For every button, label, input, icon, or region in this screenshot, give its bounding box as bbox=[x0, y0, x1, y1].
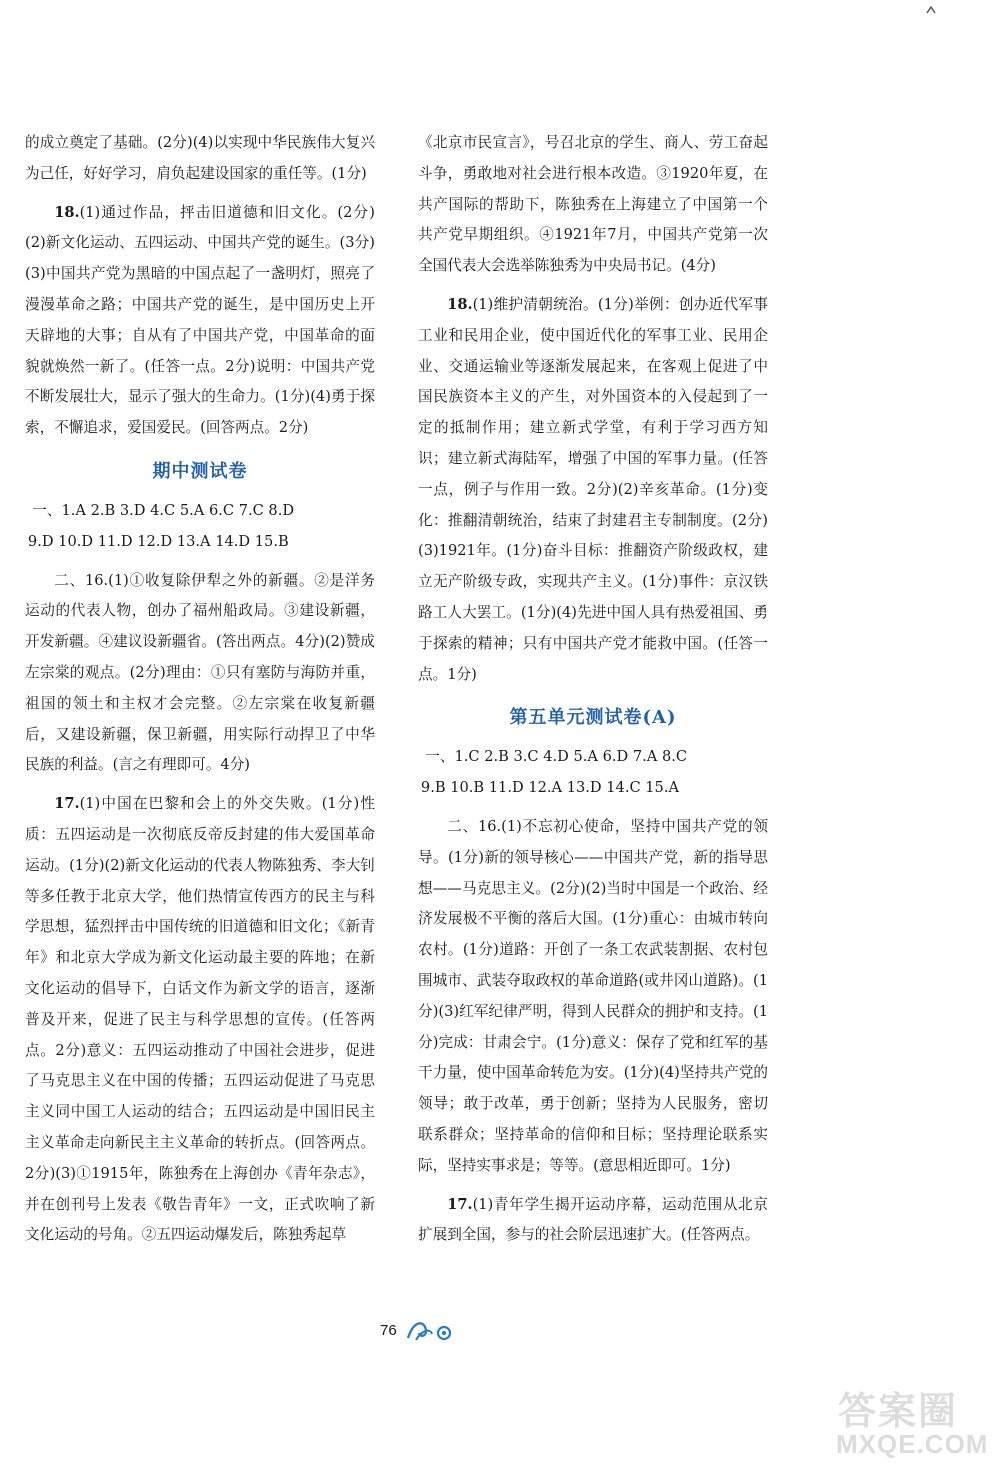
watermark bbox=[830, 1380, 995, 1464]
question-17-answer bbox=[418, 1190, 768, 1252]
watermark-logo: 答案圈 bbox=[838, 1389, 959, 1433]
mc-answers-line-2: 9.B 10.B 11.D 12.A 13.D 14.C 15.A bbox=[420, 779, 680, 797]
mc-answers-line-2: 9.D 10.D 11.D 12.D 13.A 14.D 15.B bbox=[27, 532, 289, 550]
question-16-answer: 二、16.(1)不忘初心使命，坚持中国共产党的领导。(1分)新的领导核心——中国共产党，新的指导思想——马克思主义。(2分)(2)当时中国是一个政治、经济发展极不平衡的落后大国。(1分)重心：由城市转向农村。(1分)道路：开创了一条工农武装割据、农村包围城市、武装夺取政权的革命道路(或井冈山道路)。(1分)(3)红军纪律严明，得到人民群众的拥护和支持。(1分)完成：甘肃会宁。(1分)意义：保存了党和红军的基干力量，使中国革命转危为安。(1分)(4)坚持共产党的领导；敢于改革，勇于创新；坚持为人民服务，密切联系群众；坚持革命的信仰和目标；坚持理论联系实际，坚持实事求是；等等。(意思相近即可。1分) bbox=[418, 817, 768, 1174]
page-number: 76 bbox=[380, 1322, 397, 1339]
right-column bbox=[418, 128, 768, 1259]
left-column bbox=[25, 128, 375, 1259]
question-16-answer: 二、16.(1)①收复除伊犁之外的新疆。②是洋务运动的代表人物，创办了福州船政局。③建设新疆，开发新疆。④建议设新疆省。(答出两点。4分)(2)赞成左宗棠的观点。(2分)理由：①只有塞防与海防并重，祖国的领土和主权才会完整。②左宗棠在收复新疆后，又建设新疆，保卫新疆，用实际行动捍卫了中华民族的利益。(言之有理即可。4分) bbox=[25, 571, 375, 774]
answer-text: (1)维护清朝统治。(1分)举例：创办近代军事工业和民用企业，使中国近代化的军事工业、民用企业、交通运输业等逐渐发展起来，在客观上促进了中国民族资本主义的产生，对外国资本的入侵起到了一定的抵制作用；建立新式学堂，有利于学习西方知识；建立新式海陆军，增强了中国的军事力量。(任答一点，例子与作用一致。2分)(2)辛亥革命。(1分)变化：推翻清朝统治，结束了封建君主专制制度。(2分)(3)1921年。(1分)奋斗目标：推翻资产阶级政权，建立无产阶级专政，实现共产主义。(1分)事件：京汉铁路工人大罢工。(1分)(4)先进中国人具有热爱祖国、勇于探索的精神；只有中国共产党才能救中国。(任答一点。1分) bbox=[418, 295, 768, 683]
question-number: 18. bbox=[54, 203, 80, 221]
swirl-ornament-icon bbox=[404, 1316, 460, 1342]
question-number: 17. bbox=[447, 1195, 473, 1213]
question-18-answer bbox=[418, 290, 768, 690]
answer-text: (1)青年学生揭开运动序幕，运动范围从北京扩展到全国，参与的社会阶层迅速扩大。(任答两点。 bbox=[418, 1195, 768, 1244]
section-heading-midterm: 期中测试卷 bbox=[152, 460, 248, 482]
watermark-url: MXQE.COM bbox=[836, 1429, 989, 1459]
section-heading-unit5-a: 第五单元测试卷(A) bbox=[509, 707, 677, 729]
answer-text: (1)中国在巴黎和会上的外交失败。(1分)性质：五四运动是一次彻底反帝反封建的伟大爱国革命运动。(1分)(2)新文化运动的代表人物陈独秀、李大钊等多任教于北京大学，他们热情宣传西方的民主与科学思想，猛烈抨击中国传统的旧道德和旧文化；《新青年》和北京大学成为新文化运动最主要的阵地；在新文化运动的倡导下，白话文作为新文学的语言，逐渐普及开来，促进了民主与科学思想的宣传。(任答两点。2分)意义：五四运动推动了中国社会进步，促进了马克思主义在中国的传播；五四运动促进了马克思主义同中国工人运动的结合；五四运动是中国旧民主主义革命走向新民主主义革命的转折点。(回答两点。2分)(3)①1915年，陈独秀在上海创办《青年杂志》，并在创刊号上发表《敬告青年》一文，正式吹响了新文化运动的号角。②五四运动爆发后，陈独秀起草 bbox=[25, 795, 375, 1244]
mc-answers-line-1: 一、1.C 2.B 3.C 4.D 5.A 6.D 7.A 8.C bbox=[425, 748, 688, 766]
corner-mark-icon bbox=[926, 6, 936, 14]
answer-text: (1)通过作品，抨击旧道德和旧文化。(2分)(2)新文化运动、五四运动、中国共产党的诞生。(3分)(3)中国共产党为黑暗的中国点起了一盏明灯，照亮了漫漫革命之路；中国共产党的诞生，是中国历史上开天辟地的大事；自从有了中国共产党，中国革命的面貌就焕然一新了。(任答一点。2分)说明：中国共产党不断发展壮大，显示了强大的生命力。(1分)(4)勇于探索，不懈追求，爱国爱民。(回答两点。2分) bbox=[25, 203, 375, 437]
question-18-answer bbox=[25, 198, 375, 444]
question-number: 17. bbox=[54, 795, 80, 813]
mc-answers-line-1: 一、1.A 2.B 3.D 4.C 5.A 6.C 7.C 8.D bbox=[32, 501, 295, 519]
question-17-answer bbox=[25, 789, 375, 1251]
paragraph: 《北京市民宣言》，号召北京的学生、商人、劳工奋起斗争，勇敢地对社会进行根本改造。③1920年夏，在共产国际的帮助下，陈独秀在上海建立了中国第一个共产党早期组织。④1921年7月，中国共产党第一次全国代表大会选举陈独秀为中央局书记。(4分) bbox=[418, 134, 768, 275]
question-number: 18. bbox=[447, 295, 473, 313]
paragraph: 的成立奠定了基础。(2分)(4)以实现中华民族伟大复兴为己任，好好学习，肩负起建设国家的重任等。(1分) bbox=[25, 134, 375, 182]
